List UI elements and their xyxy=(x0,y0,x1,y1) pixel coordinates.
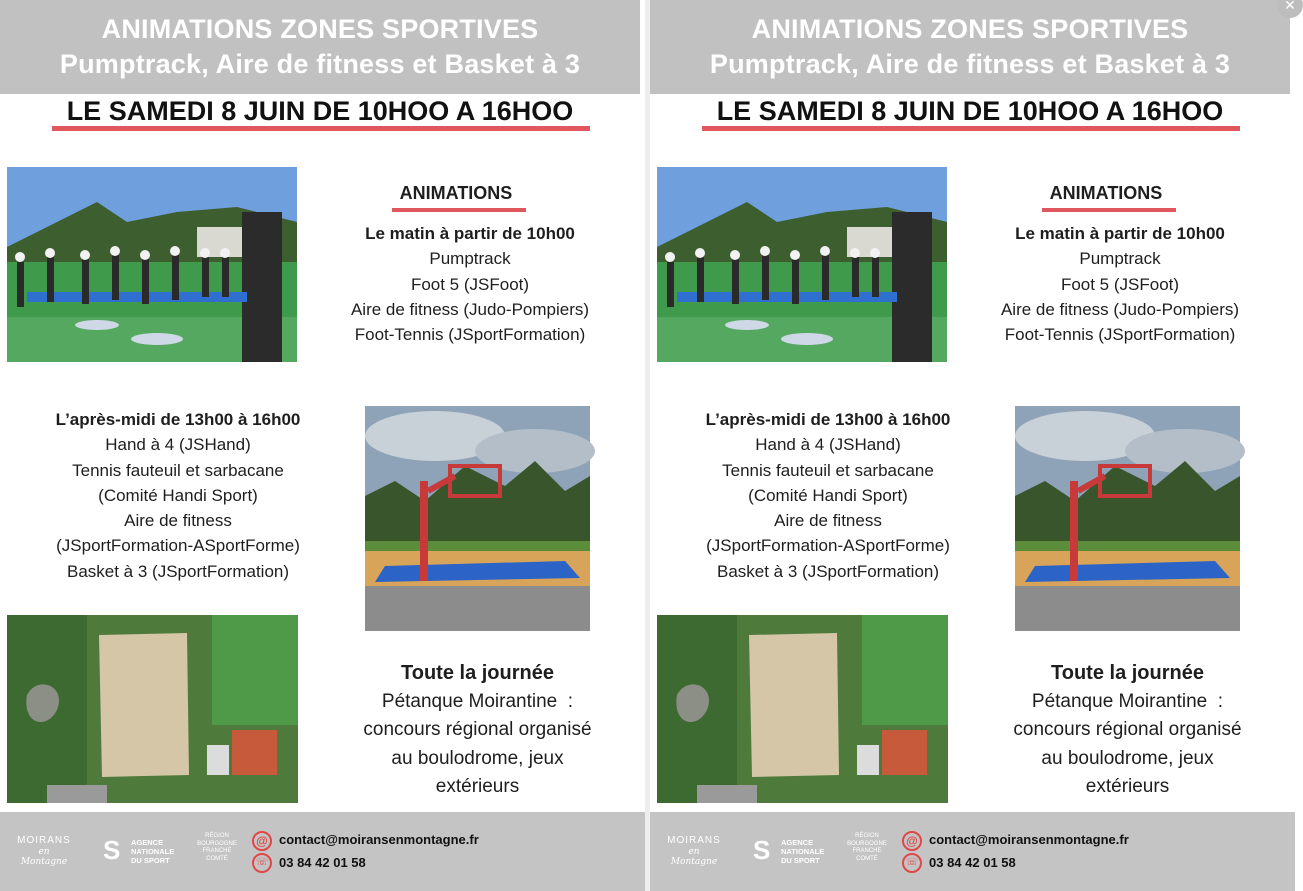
region-logo-line: BOURGOGNE xyxy=(847,840,887,847)
morning-title: Le matin à partir de 10h00 xyxy=(365,224,575,243)
footer-bar xyxy=(0,812,645,891)
ans-logo-line: AGENCE xyxy=(781,838,814,847)
afternoon-item: (JSportFormation-ASportForme) xyxy=(706,536,950,556)
region-logo xyxy=(847,833,887,863)
morning-item: Aire de fitness (Judo-Pompiers) xyxy=(1000,299,1240,319)
animations-title: ANIMATIONS xyxy=(399,183,513,203)
all-day-block xyxy=(985,659,1270,802)
footer-bar xyxy=(650,812,1295,891)
all-day-item: Pétanque Moirantine : xyxy=(381,690,574,712)
afternoon-item: (Comité Handi Sport) xyxy=(98,485,258,505)
region-logo-line: COMTÉ xyxy=(206,855,228,862)
fitness-photo xyxy=(7,167,297,362)
afternoon-item: Tennis fauteuil et sarbacane xyxy=(722,460,934,480)
basketball-photo xyxy=(365,406,590,631)
afternoon-item: Basket à 3 (JSportFormation) xyxy=(716,561,940,581)
afternoon-title: L’après-midi de 13h00 à 16h00 xyxy=(55,410,301,429)
all-day-title: Toute la journée xyxy=(401,662,554,684)
afternoon-block xyxy=(20,407,336,584)
date-underline xyxy=(52,126,590,131)
flyer-right xyxy=(650,0,1295,891)
contact-phone[interactable]: 03 84 42 01 58 xyxy=(929,855,1016,870)
header-subtitle: Pumptrack, Aire de fitness et Basket à 3 xyxy=(709,49,1231,79)
aerial-photo xyxy=(657,615,948,803)
moirans-logo xyxy=(14,835,74,867)
ans-logo-line: NATIONALE xyxy=(131,847,175,856)
moirans-logo-script: en Montagne xyxy=(670,847,718,867)
afternoon-block xyxy=(670,407,986,584)
contact-phone[interactable]: 03 84 42 01 58 xyxy=(279,855,366,870)
all-day-item: extérieurs xyxy=(435,776,520,798)
all-day-item: Pétanque Moirantine : xyxy=(1031,690,1224,712)
header-title: ANIMATIONS ZONES SPORTIVES xyxy=(751,14,1189,44)
ans-logo-icon: S xyxy=(753,835,771,865)
ans-logo-line: NATIONALE xyxy=(781,847,825,856)
all-day-item: au boulodrome, jeux xyxy=(1041,747,1214,769)
morning-item: Foot-Tennis (JSportFormation) xyxy=(1004,325,1236,345)
afternoon-item: (JSportFormation-ASportForme) xyxy=(56,536,300,556)
all-day-item: au boulodrome, jeux xyxy=(391,747,564,769)
afternoon-title: L’après-midi de 13h00 à 16h00 xyxy=(705,410,951,429)
flyer-left xyxy=(0,0,645,891)
region-logo xyxy=(197,833,237,863)
morning-item: Foot-Tennis (JSportFormation) xyxy=(354,325,586,345)
morning-item: Foot 5 (JSFoot) xyxy=(410,274,530,294)
moirans-logo-text: MOIRANS xyxy=(667,835,721,846)
region-logo-line: BOURGOGNE xyxy=(197,840,237,847)
all-day-item: concours régional organisé xyxy=(363,719,592,741)
animations-title: ANIMATIONS xyxy=(1049,183,1163,203)
at-icon: @ xyxy=(902,831,922,851)
ans-logo-text xyxy=(781,838,824,865)
contact-email[interactable]: contact@moiransenmontagne.fr xyxy=(279,832,479,847)
all-day-title: Toute la journée xyxy=(1051,662,1204,684)
morning-item: Pumptrack xyxy=(1079,249,1161,269)
header-subtitle: Pumptrack, Aire de fitness et Basket à 3 xyxy=(59,49,581,79)
ans-logo-icon: S xyxy=(103,835,121,865)
moirans-logo-script: en Montagne xyxy=(20,847,68,867)
afternoon-item: Tennis fauteuil et sarbacane xyxy=(72,460,284,480)
morning-item: Foot 5 (JSFoot) xyxy=(1060,274,1180,294)
ans-logo xyxy=(103,836,183,866)
moirans-logo xyxy=(664,835,724,867)
afternoon-item: (Comité Handi Sport) xyxy=(748,485,908,505)
region-logo-line: COMTÉ xyxy=(856,855,878,862)
ans-logo-line: DU SPORT xyxy=(781,856,820,865)
all-day-item: extérieurs xyxy=(1085,776,1170,798)
event-date: LE SAMEDI 8 JUIN DE 10HOO A 16HOO xyxy=(716,96,1224,126)
ans-logo-line: DU SPORT xyxy=(131,856,170,865)
moirans-logo-text: MOIRANS xyxy=(17,835,71,846)
all-day-block xyxy=(335,659,620,802)
ans-logo xyxy=(753,836,833,866)
region-logo-line: RÉGION xyxy=(205,833,229,839)
morning-item: Aire de fitness (Judo-Pompiers) xyxy=(350,299,590,319)
animations-underline xyxy=(392,208,526,212)
afternoon-item: Basket à 3 (JSportFormation) xyxy=(66,561,290,581)
header-banner xyxy=(650,0,1290,94)
ans-logo-text xyxy=(131,838,174,865)
animations-underline xyxy=(1042,208,1176,212)
phone-icon: ☏ xyxy=(252,853,272,873)
region-logo-line: RÉGION xyxy=(855,833,879,839)
contact-email[interactable]: contact@moiransenmontagne.fr xyxy=(929,832,1129,847)
ans-logo-line: AGENCE xyxy=(131,838,164,847)
afternoon-item: Hand à 4 (JSHand) xyxy=(105,435,251,455)
region-logo-line: FRANCHE xyxy=(202,848,232,854)
basketball-photo xyxy=(1015,406,1240,631)
at-icon: @ xyxy=(252,831,272,851)
morning-block xyxy=(950,221,1290,347)
header-banner xyxy=(0,0,640,94)
afternoon-item: Aire de fitness xyxy=(124,511,232,531)
morning-block xyxy=(300,221,640,347)
morning-item: Pumptrack xyxy=(429,249,511,269)
region-logo-line: FRANCHE xyxy=(852,848,882,854)
aerial-photo xyxy=(7,615,298,803)
close-icon[interactable]: ✕ xyxy=(1277,0,1303,18)
fitness-photo xyxy=(657,167,947,362)
event-date: LE SAMEDI 8 JUIN DE 10HOO A 16HOO xyxy=(66,96,574,126)
header-title: ANIMATIONS ZONES SPORTIVES xyxy=(101,14,539,44)
date-underline xyxy=(702,126,1240,131)
all-day-item: concours régional organisé xyxy=(1013,719,1242,741)
afternoon-item: Aire de fitness xyxy=(774,511,882,531)
morning-title: Le matin à partir de 10h00 xyxy=(1015,224,1225,243)
phone-icon: ☏ xyxy=(902,853,922,873)
afternoon-item: Hand à 4 (JSHand) xyxy=(755,435,901,455)
